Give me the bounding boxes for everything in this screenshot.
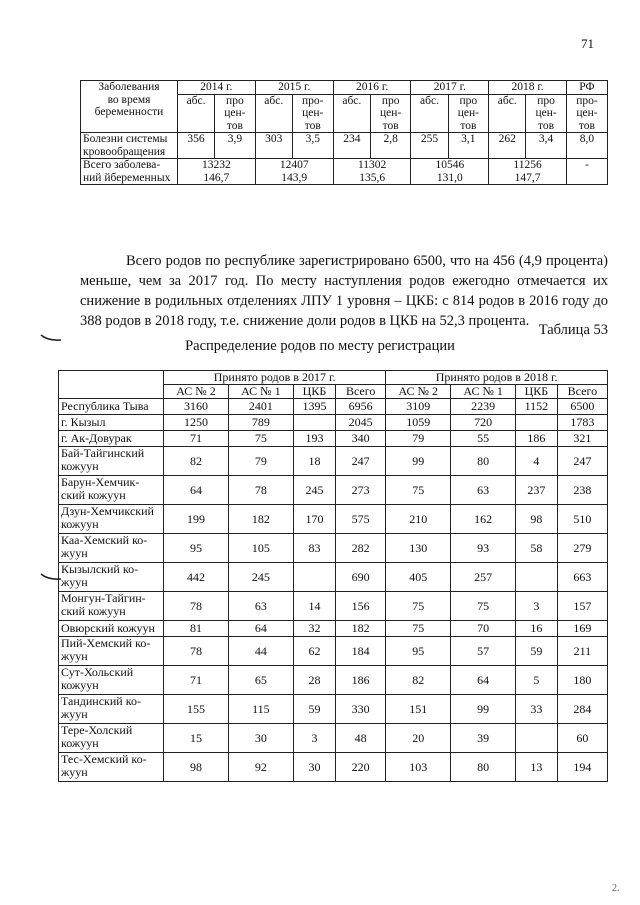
percent-header bbox=[566, 94, 607, 133]
table-cell: 245 bbox=[293, 476, 335, 505]
table-cell: 186 bbox=[516, 431, 558, 447]
table-cell: 234 bbox=[333, 133, 370, 159]
year-header: 2017 г. bbox=[411, 81, 489, 95]
table-cell: 75 bbox=[386, 592, 451, 621]
abs-header: абс. bbox=[178, 94, 215, 133]
name-line: кожуун bbox=[61, 736, 99, 750]
table-cell: 273 bbox=[336, 476, 386, 505]
table-cell: 247 bbox=[336, 447, 386, 476]
table-row bbox=[59, 431, 608, 447]
year-header: 2014 г. bbox=[178, 81, 256, 95]
header-line: тов bbox=[382, 119, 399, 132]
name-line: Тандинский ко- bbox=[61, 694, 141, 708]
column-header: Всего bbox=[336, 385, 386, 399]
name-line: жуун bbox=[61, 707, 88, 721]
name-line: Тере-Холский bbox=[61, 723, 133, 737]
header-line: про bbox=[459, 94, 478, 107]
table-cell bbox=[178, 159, 256, 185]
header-line: Заболевания bbox=[98, 81, 160, 93]
table-cell: 247 bbox=[557, 447, 607, 476]
table-cell: 64 bbox=[164, 476, 229, 505]
name-line: Пий-Хемский ко- bbox=[61, 636, 151, 650]
table-cell: 3109 bbox=[386, 399, 451, 415]
table-cell: 575 bbox=[336, 505, 386, 534]
table-cell: 58 bbox=[516, 534, 558, 563]
table-row bbox=[59, 534, 608, 563]
header-line: тов bbox=[578, 119, 595, 132]
row-label bbox=[81, 159, 178, 185]
table-cell: 156 bbox=[336, 592, 386, 621]
table-cell: 70 bbox=[451, 621, 516, 637]
group-header: Принято родов в 2018 г. bbox=[386, 371, 608, 385]
table-row bbox=[59, 447, 608, 476]
cell-line: 147,7 bbox=[514, 171, 541, 184]
table-cell: 48 bbox=[336, 724, 386, 753]
name-line: жуун bbox=[61, 546, 88, 560]
table-cell: 99 bbox=[386, 447, 451, 476]
column-header: ЦКБ bbox=[293, 385, 335, 399]
table-cell: 2,8 bbox=[370, 133, 411, 159]
label-line: Болезни системы bbox=[83, 133, 168, 145]
header-line: цен- bbox=[224, 107, 246, 119]
column-header: АС № 2 bbox=[386, 385, 451, 399]
table-cell: 1250 bbox=[164, 415, 229, 431]
header-line: цен- bbox=[535, 107, 557, 119]
table-cell: 1059 bbox=[386, 415, 451, 431]
table-cell: 78 bbox=[164, 637, 229, 666]
table-cell: 80 bbox=[451, 753, 516, 782]
table-cell: 93 bbox=[451, 534, 516, 563]
table-cell: 330 bbox=[336, 695, 386, 724]
percent-header bbox=[526, 94, 567, 133]
name-line: Сут-Хольский bbox=[61, 665, 134, 679]
name-line: кожуун bbox=[61, 517, 99, 531]
abs-header: абс. bbox=[489, 94, 526, 133]
cell-line: 135,6 bbox=[359, 171, 386, 184]
year-header: 2015 г. bbox=[255, 81, 333, 95]
table-cell: 30 bbox=[293, 753, 335, 782]
table-row bbox=[59, 695, 608, 724]
table-row bbox=[59, 399, 608, 415]
table-cell: 184 bbox=[336, 637, 386, 666]
table-cell: 79 bbox=[228, 447, 293, 476]
table-cell: 82 bbox=[386, 666, 451, 695]
name-line: жуун bbox=[61, 575, 88, 589]
location-name bbox=[59, 505, 164, 534]
table-cell: 1152 bbox=[516, 399, 558, 415]
table-cell: 442 bbox=[164, 563, 229, 592]
table-cell bbox=[293, 415, 335, 431]
header-line: беременности bbox=[94, 106, 164, 118]
location-name bbox=[59, 534, 164, 563]
table-cell: 18 bbox=[293, 447, 335, 476]
location-name bbox=[59, 431, 164, 447]
table-cell: 57 bbox=[451, 637, 516, 666]
table-header-row bbox=[59, 371, 608, 385]
page-number: 71 bbox=[581, 36, 594, 51]
body-paragraph: Всего родов по республике зарегистрировано 6500, что на 456 (4,9 процента) меньше, чем за 2017 год. По месту наступления родов ежегодно отмечается их снижение в родильных отделениях ЛПУ 1 уровня – ЦКБ: с 814 родов в 2016 году до 388 родов в 2018 году, т.е. снижение доли родов в ЦКБ на 52,3 процента. bbox=[80, 252, 608, 329]
column-header: ЦКБ bbox=[516, 385, 558, 399]
table-cell: 44 bbox=[228, 637, 293, 666]
table-cell: 3 bbox=[516, 592, 558, 621]
location-name bbox=[59, 666, 164, 695]
table-cell: 151 bbox=[386, 695, 451, 724]
header-line: цен- bbox=[302, 107, 324, 119]
table-cell: 6500 bbox=[557, 399, 607, 415]
name-line: Бай-Тайгинский bbox=[61, 446, 145, 460]
header-line: про bbox=[226, 94, 244, 107]
location-name bbox=[59, 695, 164, 724]
location-name bbox=[59, 476, 164, 505]
row-label bbox=[81, 133, 178, 159]
table-cell: 1783 bbox=[557, 415, 607, 431]
table-header-row bbox=[81, 81, 608, 95]
table-row bbox=[59, 637, 608, 666]
column-header: АС № 2 bbox=[164, 385, 229, 399]
table-cell: 262 bbox=[489, 133, 526, 159]
table-row bbox=[59, 415, 608, 431]
table-cell: 282 bbox=[336, 534, 386, 563]
table-cell: 64 bbox=[228, 621, 293, 637]
table-cell: 32 bbox=[293, 621, 335, 637]
table-cell: 92 bbox=[228, 753, 293, 782]
percent-header bbox=[292, 94, 333, 133]
births-by-location-table bbox=[58, 370, 608, 782]
table-row bbox=[59, 476, 608, 505]
abs-header: абс. bbox=[255, 94, 292, 133]
name-line: Тес-Хемский ко- bbox=[61, 752, 147, 766]
table-cell: 59 bbox=[516, 637, 558, 666]
table-cell: 356 bbox=[178, 133, 215, 159]
table-cell bbox=[516, 563, 558, 592]
table-cell: 2045 bbox=[336, 415, 386, 431]
header-line: цен- bbox=[457, 107, 479, 119]
table-cell: 95 bbox=[164, 534, 229, 563]
location-name bbox=[59, 724, 164, 753]
table-cell: 169 bbox=[557, 621, 607, 637]
name-line: Барун-Хемчик- bbox=[61, 475, 140, 489]
table-cell: 4 bbox=[516, 447, 558, 476]
table-cell: 63 bbox=[228, 592, 293, 621]
header-line: тов bbox=[304, 119, 321, 132]
table-cell: 162 bbox=[451, 505, 516, 534]
location-name bbox=[59, 621, 164, 637]
name-line: кожуун bbox=[61, 459, 99, 473]
table-row bbox=[59, 505, 608, 534]
table-cell: 99 bbox=[451, 695, 516, 724]
table-cell: 20 bbox=[386, 724, 451, 753]
table-cell: 1395 bbox=[293, 399, 335, 415]
table-cell: 98 bbox=[516, 505, 558, 534]
table-cell: 155 bbox=[164, 695, 229, 724]
cell-line: 11302 bbox=[357, 159, 387, 171]
table-cell: 6956 bbox=[336, 399, 386, 415]
table-cell: 80 bbox=[451, 447, 516, 476]
label-line: Всего заболева- bbox=[83, 159, 161, 171]
table-row bbox=[59, 666, 608, 695]
table-cell: 510 bbox=[557, 505, 607, 534]
table-cell: 255 bbox=[411, 133, 448, 159]
table-cell: 95 bbox=[386, 637, 451, 666]
table-cell: 182 bbox=[228, 505, 293, 534]
pregnancy-diseases-table bbox=[80, 80, 608, 185]
table-cell: 663 bbox=[557, 563, 607, 592]
table-cell: 8,0 bbox=[566, 133, 607, 159]
table-cell bbox=[489, 159, 567, 185]
table-cell: 60 bbox=[557, 724, 607, 753]
name-line: Кызылский ко- bbox=[61, 562, 139, 576]
table-number: Таблица 53 bbox=[538, 322, 608, 338]
group-header: Принято родов в 2017 г. bbox=[164, 371, 386, 385]
header-line: про- bbox=[576, 94, 598, 107]
corner-mark: 2. bbox=[612, 883, 620, 894]
table-cell: 157 bbox=[557, 592, 607, 621]
table-cell: 39 bbox=[451, 724, 516, 753]
table-cell: 103 bbox=[386, 753, 451, 782]
name-line: г. Ак-Довурак bbox=[61, 431, 132, 445]
table-row bbox=[59, 563, 608, 592]
table-cell: 62 bbox=[293, 637, 335, 666]
table-cell: 284 bbox=[557, 695, 607, 724]
location-name bbox=[59, 753, 164, 782]
table-cell: 14 bbox=[293, 592, 335, 621]
cell-line: 131,0 bbox=[436, 171, 463, 184]
table-cell: 105 bbox=[228, 534, 293, 563]
name-line: ский кожуун bbox=[61, 488, 126, 502]
column-header: Всего bbox=[557, 385, 607, 399]
header-line: тов bbox=[460, 119, 477, 132]
table-cell: 690 bbox=[336, 563, 386, 592]
year-header: 2016 г. bbox=[333, 81, 411, 95]
column-header: АС № 1 bbox=[228, 385, 293, 399]
diseases-header bbox=[81, 81, 178, 133]
percent-header bbox=[215, 94, 256, 133]
table-cell: 78 bbox=[228, 476, 293, 505]
table-row bbox=[59, 724, 608, 753]
table-cell: 405 bbox=[386, 563, 451, 592]
table-cell bbox=[333, 159, 411, 185]
table-cell: 130 bbox=[386, 534, 451, 563]
name-line: жуун bbox=[61, 649, 88, 663]
table-cell: 75 bbox=[386, 621, 451, 637]
table-cell bbox=[255, 159, 333, 185]
table-row bbox=[59, 621, 608, 637]
table-cell bbox=[411, 159, 489, 185]
header-line: тов bbox=[538, 119, 555, 132]
table-cell: 220 bbox=[336, 753, 386, 782]
table-cell: 2239 bbox=[451, 399, 516, 415]
table-cell: 75 bbox=[386, 476, 451, 505]
table-cell: 81 bbox=[164, 621, 229, 637]
name-line: Овюрский кожуун bbox=[61, 621, 155, 635]
table-cell: 115 bbox=[228, 695, 293, 724]
name-line: г. Кызыл bbox=[61, 415, 106, 429]
rf-header: РФ bbox=[566, 81, 607, 95]
table-cell: 64 bbox=[451, 666, 516, 695]
table-cell: 3,4 bbox=[526, 133, 567, 159]
location-name bbox=[59, 415, 164, 431]
table-cell bbox=[566, 159, 607, 185]
table-cell: 3,5 bbox=[292, 133, 333, 159]
table-cell: 245 bbox=[228, 563, 293, 592]
header-line: про bbox=[537, 94, 555, 107]
table-cell: 340 bbox=[336, 431, 386, 447]
table-cell: 2401 bbox=[228, 399, 293, 415]
table-cell bbox=[516, 724, 558, 753]
name-line: Каа-Хемский ко- bbox=[61, 533, 148, 547]
table-cell: 182 bbox=[336, 621, 386, 637]
table-cell: 303 bbox=[255, 133, 292, 159]
table-title: Распределение родов по месту регистрации bbox=[185, 338, 455, 354]
table-cell: 3,1 bbox=[448, 133, 489, 159]
table-cell: 83 bbox=[293, 534, 335, 563]
name-line: Монгун-Тайгин- bbox=[61, 591, 146, 605]
header-line: во время bbox=[107, 93, 151, 106]
cell-line: 143,9 bbox=[281, 171, 308, 184]
table-cell: 186 bbox=[336, 666, 386, 695]
table-cell: 210 bbox=[386, 505, 451, 534]
table-cell: 79 bbox=[386, 431, 451, 447]
location-header bbox=[59, 371, 164, 399]
table-cell: 28 bbox=[293, 666, 335, 695]
name-line: Республика Тыва bbox=[61, 399, 149, 413]
table-cell: 82 bbox=[164, 447, 229, 476]
table-cell: 65 bbox=[228, 666, 293, 695]
column-header: АС № 1 bbox=[451, 385, 516, 399]
year-header: 2018 г. bbox=[489, 81, 567, 95]
label-line: кровообращения bbox=[83, 145, 166, 158]
table-cell: 75 bbox=[451, 592, 516, 621]
table-cell: 98 bbox=[164, 753, 229, 782]
percent-header bbox=[448, 94, 489, 133]
name-line: Дзун-Хемчикский bbox=[61, 504, 154, 518]
table-cell: 237 bbox=[516, 476, 558, 505]
cell-line: 146,7 bbox=[203, 171, 230, 184]
table-cell: 321 bbox=[557, 431, 607, 447]
table-cell: 63 bbox=[451, 476, 516, 505]
location-name bbox=[59, 637, 164, 666]
table-cell bbox=[516, 415, 558, 431]
table-cell: 5 bbox=[516, 666, 558, 695]
table-cell: 75 bbox=[228, 431, 293, 447]
table-cell: 720 bbox=[451, 415, 516, 431]
location-name bbox=[59, 563, 164, 592]
header-line: про- bbox=[302, 94, 324, 107]
table-cell: 789 bbox=[228, 415, 293, 431]
table-cell: 279 bbox=[557, 534, 607, 563]
location-name bbox=[59, 399, 164, 415]
table-cell: 211 bbox=[557, 637, 607, 666]
table-cell bbox=[293, 563, 335, 592]
table-cell: 257 bbox=[451, 563, 516, 592]
table-cell: 199 bbox=[164, 505, 229, 534]
table-cell: 3,9 bbox=[215, 133, 256, 159]
table-cell: 78 bbox=[164, 592, 229, 621]
name-line: кожуун bbox=[61, 678, 99, 692]
table-row bbox=[59, 753, 608, 782]
table-cell: 15 bbox=[164, 724, 229, 753]
header-line: тов bbox=[226, 119, 243, 132]
table-cell: 33 bbox=[516, 695, 558, 724]
abs-header: абс. bbox=[411, 94, 448, 133]
margin-mark bbox=[40, 334, 62, 342]
table-cell: 71 bbox=[164, 431, 229, 447]
table-cell: 3 bbox=[293, 724, 335, 753]
percent-header bbox=[370, 94, 411, 133]
name-line: жуун bbox=[61, 765, 88, 779]
cell-line: 10546 bbox=[435, 159, 465, 171]
table-cell: 3160 bbox=[164, 399, 229, 415]
cell-line: 13232 bbox=[201, 159, 231, 171]
location-name bbox=[59, 592, 164, 621]
table-row bbox=[59, 592, 608, 621]
location-name bbox=[59, 447, 164, 476]
table-cell: 13 bbox=[516, 753, 558, 782]
table-cell: 170 bbox=[293, 505, 335, 534]
table-cell: 71 bbox=[164, 666, 229, 695]
cell-line: - bbox=[585, 159, 589, 171]
table-row bbox=[81, 159, 608, 185]
abs-header: абс. bbox=[333, 94, 370, 133]
table-cell: 194 bbox=[557, 753, 607, 782]
table-row bbox=[81, 133, 608, 159]
table-cell: 30 bbox=[228, 724, 293, 753]
table-cell: 55 bbox=[451, 431, 516, 447]
header-line: цен- bbox=[380, 107, 402, 119]
table-cell: 193 bbox=[293, 431, 335, 447]
table-cell: 16 bbox=[516, 621, 558, 637]
table-cell: 238 bbox=[557, 476, 607, 505]
name-line: ский кожуун bbox=[61, 604, 126, 618]
label-line: ний йбеременных bbox=[83, 171, 171, 184]
cell-line: 11256 bbox=[513, 159, 542, 171]
table-cell: 59 bbox=[293, 695, 335, 724]
header-line: про bbox=[381, 94, 400, 107]
header-line: цен- bbox=[576, 107, 598, 119]
cell-line: 12407 bbox=[279, 159, 309, 171]
table-cell: 180 bbox=[557, 666, 607, 695]
